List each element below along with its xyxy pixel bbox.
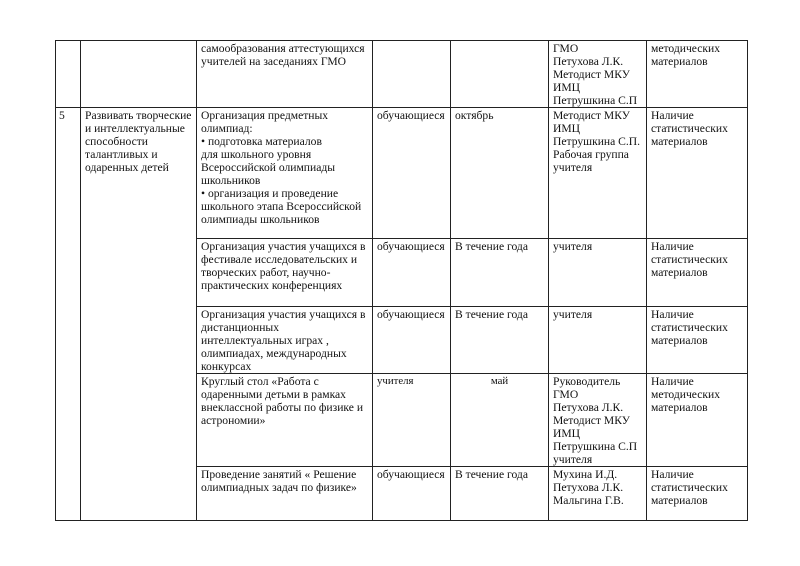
cell-timing: май: [451, 374, 549, 467]
cell-responsible: Руководитель ГМО Петухова Л.К. Методист МКУ ИМЦ Петрушкина С.П учителя: [549, 374, 647, 467]
cell-goal: [81, 41, 197, 108]
cell-responsible: учителя: [549, 239, 647, 307]
cell-activity: Проведение занятий « Решение олимпиадных задач по физике»: [197, 467, 373, 521]
table-row-continued: [56, 41, 748, 108]
cell-responsible: учителя: [549, 307, 647, 374]
table-row: [56, 108, 748, 239]
cell-timing: октябрь: [451, 108, 549, 239]
cell-activity: самообразования аттестующихся учителей на заседаниях ГМО: [197, 41, 373, 108]
cell-participants: обучающиеся: [373, 108, 451, 239]
cell-timing: В течение года: [451, 307, 549, 374]
cell-result: Наличие статистических материалов: [647, 467, 748, 521]
cell-timing: В течение года: [451, 239, 549, 307]
cell-number: 5: [56, 108, 81, 521]
cell-participants: обучающиеся: [373, 307, 451, 374]
cell-activity: Организация предметных олимпиад: • подготовка материалов для школьного уровня Всероссийской олимпиады школьников • организация и проведение школьного этапа Всероссийской олимпиады школьников: [197, 108, 373, 239]
cell-goal: Развивать творческие и интеллектуальные способности талантливых и одаренных детей: [81, 108, 197, 521]
cell-result: Наличие статистических материалов: [647, 307, 748, 374]
cell-number: [56, 41, 81, 108]
cell-participants: [373, 41, 451, 108]
cell-responsible: Методист МКУ ИМЦ Петрушкина С.П. Рабочая группа учителя: [549, 108, 647, 239]
cell-timing: В течение года: [451, 467, 549, 521]
cell-result: Наличие статистических материалов: [647, 239, 748, 307]
cell-responsible: ГМО Петухова Л.К. Методист МКУ ИМЦ Петрушкина С.П: [549, 41, 647, 108]
cell-activity: Круглый стол «Работа с одаренными детьми в рамках внеклассной работы по физике и астрономии»: [197, 374, 373, 467]
cell-result: методических материалов: [647, 41, 748, 108]
cell-activity: Организация участия учащихся в дистанционных интеллектуальных играх , олимпиадах, международных конкурсах: [197, 307, 373, 374]
cell-responsible: Мухина И.Д. Петухова Л.К. Мальгина Г.В.: [549, 467, 647, 521]
cell-activity: Организация участия учащихся в фестивале исследовательских и творческих работ, научно- практических конференциях: [197, 239, 373, 307]
cell-result: Наличие статистических материалов: [647, 108, 748, 239]
cell-participants: обучающиеся: [373, 467, 451, 521]
cell-participants: учителя: [373, 374, 451, 467]
cell-timing: [451, 41, 549, 108]
cell-result: Наличие методических материалов: [647, 374, 748, 467]
plan-table: [55, 40, 748, 521]
cell-participants: обучающиеся: [373, 239, 451, 307]
